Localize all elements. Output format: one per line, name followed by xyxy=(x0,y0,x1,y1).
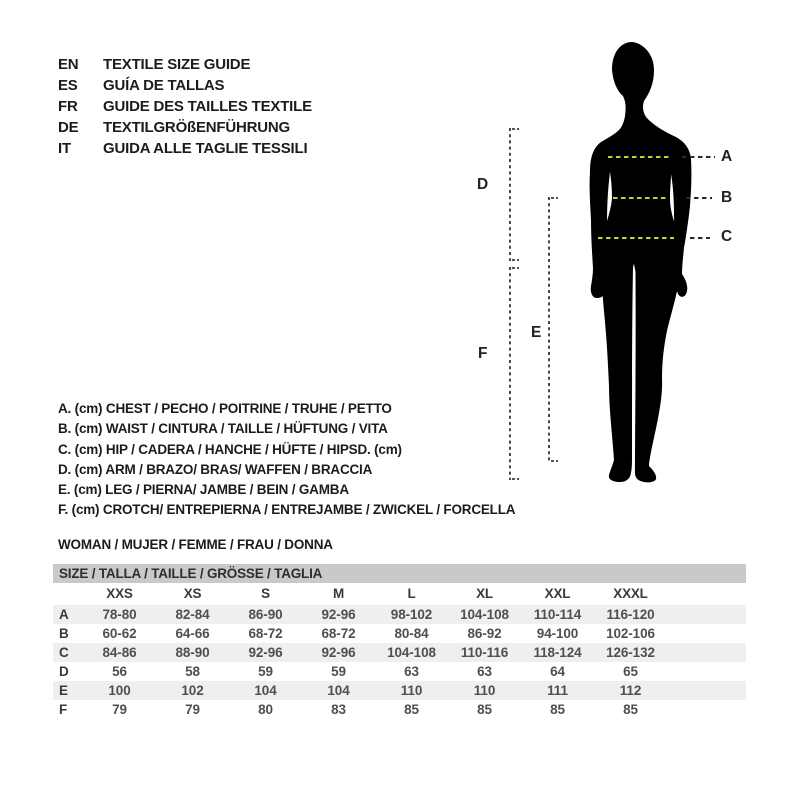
marker-chest-a: A xyxy=(721,148,732,165)
cell: 110-116 xyxy=(460,645,509,660)
size-table-title: SIZE / TALLA / TAILLE / GRÖSSE / TAGLIA xyxy=(53,564,746,583)
col-header-xxxl: XXXL xyxy=(613,586,648,601)
legend-row-chest: A. (cm) CHEST / PECHO / POITRINE / TRUHE / PETTO xyxy=(58,401,392,416)
size-table-row-b xyxy=(53,624,746,643)
legend-row-leg: E. (cm) LEG / PIERNA/ JAMBE / BEIN / GAMBA xyxy=(58,482,349,498)
marker-leg-e: E xyxy=(531,324,542,341)
row-label: A xyxy=(59,607,69,622)
size-col-corner xyxy=(53,583,83,605)
legend-row-waist: B. (cm) WAIST / CINTURA / TAILLE / HÜFTUNG / VITA xyxy=(58,421,388,437)
language-code: EN xyxy=(58,56,79,73)
cell: 78-80 xyxy=(102,607,137,622)
size-table xyxy=(53,564,746,719)
language-row xyxy=(58,75,312,96)
row-spacer xyxy=(667,624,746,643)
size-table-row-d xyxy=(53,662,746,681)
row-label: C xyxy=(59,645,69,660)
marker-hip-c: C xyxy=(721,228,732,245)
legend-row-arm: D. (cm) ARM / BRAZO/ BRAS/ WAFFEN / BRACCIA xyxy=(58,461,373,477)
guide-title: TEXTILE SIZE GUIDE xyxy=(103,56,251,73)
language-code: ES xyxy=(58,77,78,94)
language-title-list xyxy=(58,54,312,159)
arm-length-line xyxy=(510,128,519,261)
leg-length-line xyxy=(549,197,558,462)
cell: 60-62 xyxy=(102,626,137,641)
cell: 84-86 xyxy=(102,645,137,660)
cell: 63 xyxy=(477,664,492,679)
cell: 92-96 xyxy=(321,645,356,660)
row-label: E xyxy=(59,683,68,698)
cell: 65 xyxy=(623,664,638,679)
cell: 94-100 xyxy=(536,626,579,641)
guide-title: GUIDE DES TAILLES TEXTILE xyxy=(103,98,312,115)
row-spacer xyxy=(667,700,746,719)
cell: 59 xyxy=(258,664,273,679)
cell: 88-90 xyxy=(175,645,210,660)
cell: 85 xyxy=(550,702,565,717)
row-spacer xyxy=(667,605,746,624)
cell: 102 xyxy=(181,683,204,698)
marker-crotch-f: F xyxy=(478,345,488,362)
size-table-row-a xyxy=(53,605,746,624)
cell: 80 xyxy=(258,702,273,717)
legend-row-crotch: F. (cm) CROTCH/ ENTREPIERNA / ENTREJAMBE / ZWICKEL / FORCELLA xyxy=(58,502,516,518)
cell: 112 xyxy=(619,683,642,698)
row-spacer xyxy=(667,643,746,662)
cell: 79 xyxy=(112,702,127,717)
language-row xyxy=(58,54,312,75)
cell: 110 xyxy=(473,683,496,698)
cell: 59 xyxy=(331,664,346,679)
row-label: D xyxy=(59,664,69,679)
legend-row-hip: C. (cm) HIP / CADERA / HANCHE / HÜFTE / HIPSD. (cm) xyxy=(58,441,402,457)
language-row xyxy=(58,117,312,138)
gender-title: WOMAN / MUJER / FEMME / FRAU / DONNA xyxy=(58,537,333,552)
guide-title: TEXTILGRÖßENFÜHRUNG xyxy=(103,119,291,136)
cell: 86-90 xyxy=(248,607,283,622)
cell: 64 xyxy=(550,664,565,679)
col-header-xs: XS xyxy=(183,586,202,601)
col-header-l: L xyxy=(407,586,416,601)
language-row xyxy=(58,96,312,117)
cell: 104 xyxy=(254,683,277,698)
col-header-s: S xyxy=(261,586,270,601)
size-table-row-c xyxy=(53,643,746,662)
row-label: F xyxy=(59,702,68,717)
cell: 110 xyxy=(400,683,423,698)
row-spacer xyxy=(667,662,746,681)
cell: 82-84 xyxy=(175,607,210,622)
cell: 92-96 xyxy=(248,645,283,660)
size-table-row-e xyxy=(53,681,746,700)
size-table-row-f xyxy=(53,700,746,719)
woman-silhouette xyxy=(590,42,692,482)
col-header-xxs: XXS xyxy=(106,586,133,601)
cell: 64-66 xyxy=(175,626,210,641)
cell: 56 xyxy=(112,664,127,679)
cell: 92-96 xyxy=(321,607,356,622)
cell: 80-84 xyxy=(394,626,429,641)
language-code: FR xyxy=(58,98,78,115)
marker-waist-b: B xyxy=(721,189,732,206)
col-header-m: M xyxy=(332,586,345,601)
cell: 118-124 xyxy=(533,645,582,660)
cell: 68-72 xyxy=(321,626,356,641)
language-row xyxy=(58,138,312,159)
cell: 85 xyxy=(477,702,492,717)
cell: 126-132 xyxy=(606,645,655,660)
cell: 104-108 xyxy=(387,645,436,660)
cell: 83 xyxy=(331,702,346,717)
cell: 85 xyxy=(623,702,638,717)
row-label: B xyxy=(59,626,69,641)
cell: 63 xyxy=(404,664,419,679)
cell: 104 xyxy=(327,683,350,698)
cell: 102-106 xyxy=(606,626,655,641)
measurement-legend xyxy=(58,399,515,521)
cell: 58 xyxy=(185,664,200,679)
row-spacer xyxy=(667,681,746,700)
cell: 100 xyxy=(108,683,131,698)
guide-title: GUIDA ALLE TAGLIE TESSILI xyxy=(103,140,308,157)
col-header-xxl: XXL xyxy=(544,586,571,601)
col-header-xl: XL xyxy=(476,586,493,601)
cell: 68-72 xyxy=(248,626,283,641)
cell: 104-108 xyxy=(460,607,509,622)
cell: 86-92 xyxy=(467,626,502,641)
size-table-column-headers xyxy=(53,583,746,605)
col-spacer xyxy=(667,583,746,605)
marker-arm-d: D xyxy=(477,176,488,193)
language-code: DE xyxy=(58,119,79,136)
language-code: IT xyxy=(58,140,71,157)
cell: 111 xyxy=(547,683,568,698)
cell: 116-120 xyxy=(606,607,655,622)
guide-title: GUÍA DE TALLAS xyxy=(103,77,225,94)
cell: 110-114 xyxy=(533,607,582,622)
cell: 98-102 xyxy=(390,607,433,622)
cell: 85 xyxy=(404,702,419,717)
cell: 79 xyxy=(185,702,200,717)
